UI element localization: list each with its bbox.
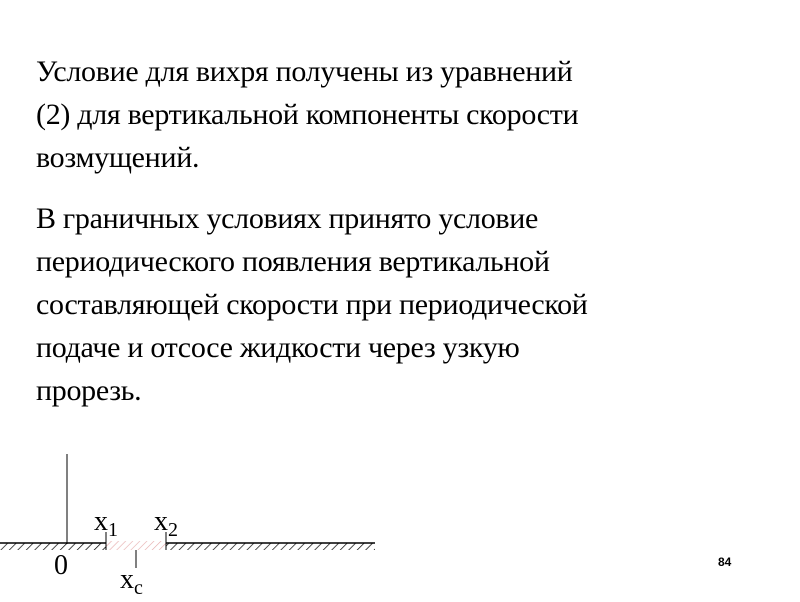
paragraph-boundary-conditions [36, 197, 756, 412]
label-x1-base: x [94, 506, 108, 537]
text-line: (2) для вертикальной компоненты скорости [36, 98, 579, 131]
label-x1 [94, 508, 118, 544]
text-line: В граничных условиях принято условие [36, 202, 539, 235]
wall-hatched-surface [0, 543, 375, 550]
label-xc-base: x [120, 564, 134, 595]
text-line: Условие для вихря получены из уравнений [36, 55, 573, 88]
paragraph-vortex-condition [36, 50, 756, 179]
text-line: подаче и отсосе жидкости через узкую [36, 331, 520, 364]
text-line: составляющей скорости при периодической [36, 288, 588, 321]
label-origin-zero: 0 [54, 550, 68, 581]
label-xc-subscript: c [134, 577, 143, 599]
text-line: прорезь. [36, 374, 142, 407]
page-number: 84 [718, 555, 732, 569]
label-x1-subscript: 1 [108, 519, 118, 541]
label-x2-base: x [154, 506, 168, 537]
text-line: периодического появления вертикальной [36, 245, 550, 278]
text-line: возмущений. [36, 141, 200, 174]
label-x2 [154, 508, 178, 544]
label-xc [120, 566, 143, 602]
label-x2-subscript: 2 [168, 519, 178, 541]
